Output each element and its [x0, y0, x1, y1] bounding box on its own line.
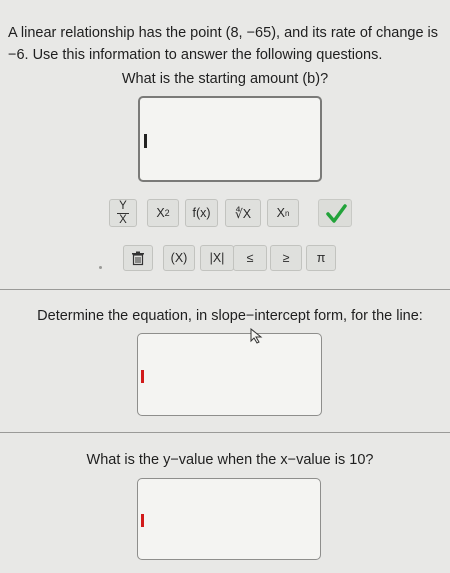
trash-icon [130, 250, 146, 266]
checkmark-icon [319, 200, 353, 228]
greater-equal-button[interactable]: ≥ [270, 245, 302, 271]
answer-input-y-value[interactable] [137, 478, 321, 560]
less-equal-button[interactable]: ≤ [233, 245, 267, 271]
root-button[interactable]: ∜X [225, 199, 261, 227]
question-starting-amount: What is the starting amount (b)? [121, 71, 329, 87]
fraction-numerator: Y [119, 199, 127, 212]
section-divider [0, 289, 450, 290]
question-y-value: What is the y−value when the x−value is 10? [86, 452, 374, 468]
exponent-button[interactable] [147, 199, 179, 227]
exponent-power: 2 [164, 208, 170, 218]
question-equation: Determine the equation, in slope−intercept form, for the line: [37, 308, 423, 324]
problem-statement: A linear relationship has the point (8, −65), and its rate of change is −6. Use this information to answer the following questions. [8, 25, 439, 63]
parentheses-button[interactable]: (X) [163, 245, 195, 271]
function-button[interactable]: f(x) [185, 199, 218, 227]
subscript-button[interactable] [267, 199, 299, 227]
subscript-base: X [276, 206, 285, 220]
answer-input-starting-amount[interactable] [138, 96, 322, 182]
exponent-base: X [156, 206, 165, 220]
text-cursor [141, 514, 144, 527]
fraction-denominator: X [119, 213, 127, 226]
answer-input-equation[interactable] [137, 333, 322, 416]
text-cursor [141, 370, 144, 383]
pi-button[interactable]: π [306, 245, 336, 271]
clear-button[interactable] [123, 245, 153, 271]
text-cursor [144, 134, 147, 148]
mouse-pointer-icon [249, 328, 263, 344]
fraction-button[interactable] [109, 199, 137, 227]
decorative-dot [99, 266, 102, 269]
absolute-value-button[interactable]: |X| [200, 245, 234, 271]
check-answer-button[interactable] [318, 199, 352, 227]
section-divider [0, 432, 450, 433]
subscript-index: n [284, 208, 290, 218]
